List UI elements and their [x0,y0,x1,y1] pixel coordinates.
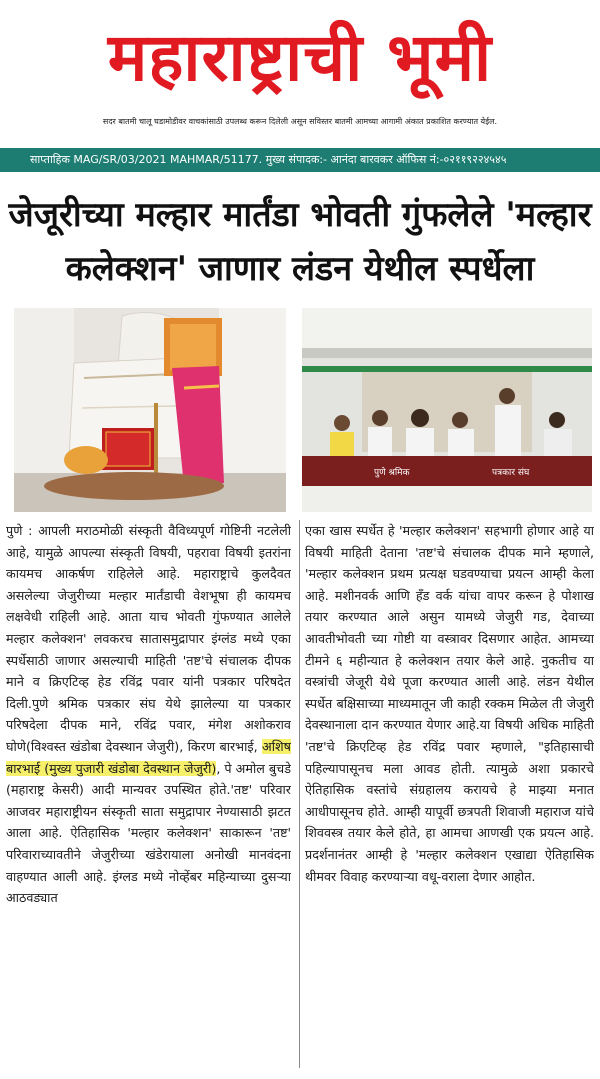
masthead [0,0,600,145]
masthead-disclaimer: सदर बातमी चालू घडामोडीवर वाचकांसाठी उपलब्ध करून दिलेली असून सविस्तर बातमी आमच्या आगामी अंकात प्रकाशित करण्यात येईल. [102,117,498,126]
highlighted-text: अशिष बारभाई (मुख्य पुजारी खंडोबा देवस्थान जेजुरी) [6,738,291,776]
costume-collection-illustration [14,308,286,512]
article-left-paragraph [6,520,291,909]
press-conference-illustration [302,308,592,512]
table-banner-left: पुणे श्रमिक [374,468,410,478]
headline-line-1: जेजूरीच्या मल्हार मार्तंडा भोवती गुंफलेले 'मल्हार [8,195,592,235]
article-column-left [6,520,291,1068]
newspaper-title: महाराष्ट्राची भूमी [107,19,493,96]
article-left-text-2: , पे अमोल बुचडे (महाराष्ट्र केसरी) आदी मान्यवर उपस्थित होते.'तष्ट' परिवार आजवर महाराष्ट्रीयन संस्कृती साता समुद्रापार नेण्यासाठी झटत आला आहे. ऐतिहासिक 'मल्हार कलेक्शन' साकारून 'तष्ट' परिवाराच्यावतीने जेजुरीच्या खंडेरायाला अनोखी मानवंदना वाहण्यात आली आहे. इंग्लड मध्ये नोव्हेंबर महिन्याच्या दुसऱ्या आठवड्यात [6,760,291,906]
headline-line-2: कलेक्शन' जाणार लंडन येथील स्पर्धेला [65,249,535,289]
table-banner-right: पत्रकार संघ [492,468,530,478]
article-left-text-1: पुणे : आपली मराठमोळी संस्कृती वैविध्यपूर्ण गोष्टिनी नटलेली आहे, यामुळे आपल्या संस्कृती विषयी, पहरावा विषयी इतरांना कायमच आकर्षण राहिलेले आहे. महाराष्ट्राचे कुलदैवत असलेल्या जेजुरीच्या मल्हार मार्तंडाची वेशभूषा ही कायमच लक्षवेधी राहिली आहे. आता याच भोवती गुंफण्यात आलेले मल्हार कलेक्शन' लवकरच सातासमुद्रापार इंग्लंड मध्ये एका स्पर्धेसाठी जाणार असल्याची माहिती 'तष्ट'चे संचालक दीपक माने व क्रिएटिव्ह हेड रविंद्र पवार यांनी पत्रकार परिषदेत दिली.पुणे श्रमिक पत्रकार संघ येथे झालेल्या या पत्रकार परिषदेला दीपक माने, रविंद्र पवार, मंगेश अशोकराव घोणे(विश्वस्त खंडोबा देवस्थान जेजुरी), किरण बारभाई, [6,523,291,754]
costume-collection-photo [14,308,286,512]
article-right-paragraph: एका खास स्पर्धेत हे 'मल्हार कलेक्शन' सहभागी होणार आहे या विषयी माहिती देताना 'तष्ट'चे संचालक दीपक माने म्हणाले, 'मल्हार कलेक्शन प्रथम प्रत्यक्ष घडवण्याचा प्रयत्न आम्ही केला आहे. मशीनवर्क आणि हँड वर्क यांचा वापर करून हे पोशाख तयार करण्यात आले असुन यामध्ये जेजुरी गड, देवाच्या आवतीभोवती च्या गोष्टी या वस्त्रावर दिसणार आहेत. आमच्या टीमने ६ महीन्यात हे कलेक्शन तयार केले आहे. नुकतीच या वस्त्रांची जेजूरी येथे पूजा करण्यात आली आहे. लंडन येथील स्पर्धेत बक्षिसाच्या माध्यमातून जी काही रक्कम मिळेल ती जेजुरी देवस्थानाला दान करण्यात येणार आहे.या विषयी अधिक माहिती 'तष्ट'चे क्रिएटिव्ह हेड रविंद्र पवार म्हणाले, "इतिहासाची पहिल्यापासूनच मला आवड होती. त्यामुळे अशा प्रकारचे ऐतिहासिक वस्तांचे संग्रहालय करायचे हे माझ्या मनात आधीपासूनच होते. आम्ही यापूर्वी छत्रपती शिवाजी महाराज यांचे शिववस्त्र तयार केले होते, हा आमचा आणखी एक प्रयत्न आहे. प्रदर्शनानंतर आम्ही हे 'मल्हार कलेक्शन एखाद्या ऐतिहासिक थीमवर विवाह करण्याऱ्या वधू-वराला देणार आहोत. [305,523,594,884]
article-column-right [305,520,594,1068]
column-divider [299,520,300,1068]
press-conference-photo [302,308,592,512]
registration-bar: साप्ताहिक MAG/SR/03/2021 MAHMAR/51177. मुख्य संपादक:- आनंदा बारवकर ऑफिस नं:-०२११९२२४५४५ [0,148,600,172]
